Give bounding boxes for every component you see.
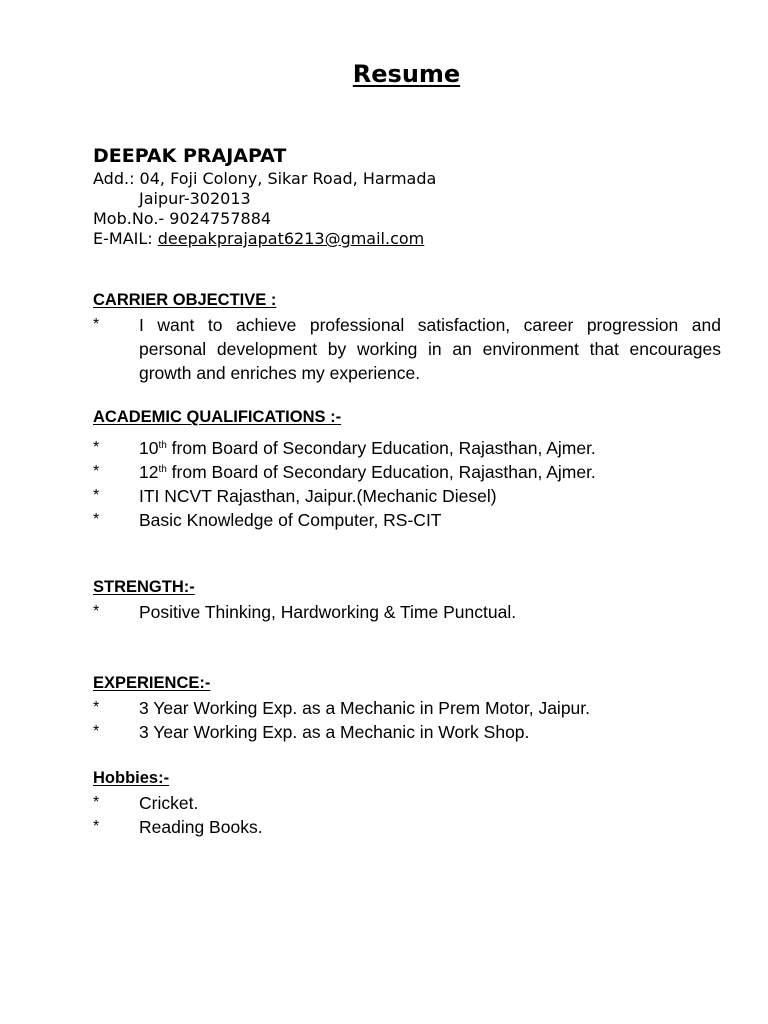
address-line-1: Add.: 04, Foji Colony, Sikar Road, Harmada bbox=[93, 169, 437, 188]
objective-heading: CARRIER OBJECTIVE : bbox=[93, 291, 277, 309]
address-line-2: Jaipur-302013 bbox=[139, 189, 251, 208]
hobbies-section bbox=[93, 767, 721, 839]
list-item bbox=[93, 436, 721, 460]
academic-item-4: Basic Knowledge of Computer, RS-CIT bbox=[139, 510, 442, 530]
bullet-marker: * bbox=[93, 463, 100, 480]
bullet-marker: * bbox=[93, 603, 100, 620]
candidate-name: DEEPAK PRAJAPAT bbox=[93, 145, 287, 167]
list-item bbox=[93, 791, 721, 815]
strength-section bbox=[93, 576, 721, 624]
email-line bbox=[93, 229, 733, 249]
list-item bbox=[93, 460, 721, 484]
academic-item-2 bbox=[139, 460, 721, 484]
objective-section bbox=[93, 289, 721, 385]
academic-item-3: ITI NCVT Rajasthan, Jaipur.(Mechanic Diesel) bbox=[139, 486, 497, 506]
hobbies-item-1: Cricket. bbox=[139, 793, 199, 813]
objective-item bbox=[93, 313, 721, 385]
list-item bbox=[93, 484, 721, 508]
bullet-marker: * bbox=[93, 818, 100, 835]
academic-item-2-sup: th bbox=[158, 464, 167, 475]
experience-section bbox=[93, 672, 721, 744]
document-title-wrapper bbox=[0, 58, 768, 90]
objective-text: I want to achieve professional satisfaction, career progression and personal development by working in an environment that encourages growth and enriches my experience. bbox=[139, 315, 721, 383]
academic-item-1-num: 10 bbox=[139, 438, 159, 458]
list-item bbox=[93, 696, 721, 720]
academic-heading: ACADEMIC QUALIFICATIONS :- bbox=[93, 408, 342, 426]
academic-item-1 bbox=[139, 436, 721, 460]
academic-item-2-text: from Board of Secondary Education, Rajasthan, Ajmer. bbox=[166, 462, 596, 482]
list-item bbox=[93, 720, 721, 744]
document-title: Resume bbox=[352, 60, 461, 88]
bullet-marker: * bbox=[93, 723, 100, 740]
list-item bbox=[93, 600, 721, 624]
email-link[interactable]: deepakprajapat6213@gmail.com bbox=[157, 229, 425, 248]
bullet-marker: * bbox=[93, 439, 100, 456]
email-label: E-MAIL: bbox=[93, 229, 158, 248]
experience-heading: EXPERIENCE:- bbox=[93, 674, 211, 692]
experience-item-1: 3 Year Working Exp. as a Mechanic in Prem Motor, Jaipur. bbox=[139, 698, 591, 718]
academic-item-1-sup: th bbox=[158, 440, 167, 451]
bullet-marker: * bbox=[93, 511, 100, 528]
experience-item-2: 3 Year Working Exp. as a Mechanic in Work Shop. bbox=[139, 722, 530, 742]
list-item bbox=[93, 508, 721, 532]
hobbies-heading: Hobbies:- bbox=[93, 769, 170, 787]
bullet-marker: * bbox=[93, 699, 100, 716]
mobile-number: Mob.No.- 9024757884 bbox=[93, 209, 272, 228]
strength-heading: STRENGTH:- bbox=[93, 578, 195, 596]
bullet-marker: * bbox=[93, 794, 100, 811]
academic-item-2-num: 12 bbox=[139, 462, 159, 482]
strength-item-1: Positive Thinking, Hardworking & Time Punctual. bbox=[139, 602, 517, 622]
bullet-marker: * bbox=[93, 316, 100, 333]
academic-section bbox=[93, 406, 721, 532]
contact-header bbox=[93, 143, 733, 249]
list-item bbox=[93, 815, 721, 839]
bullet-marker: * bbox=[93, 487, 100, 504]
academic-item-1-text: from Board of Secondary Education, Rajasthan, Ajmer. bbox=[166, 438, 596, 458]
hobbies-item-2: Reading Books. bbox=[139, 817, 263, 837]
